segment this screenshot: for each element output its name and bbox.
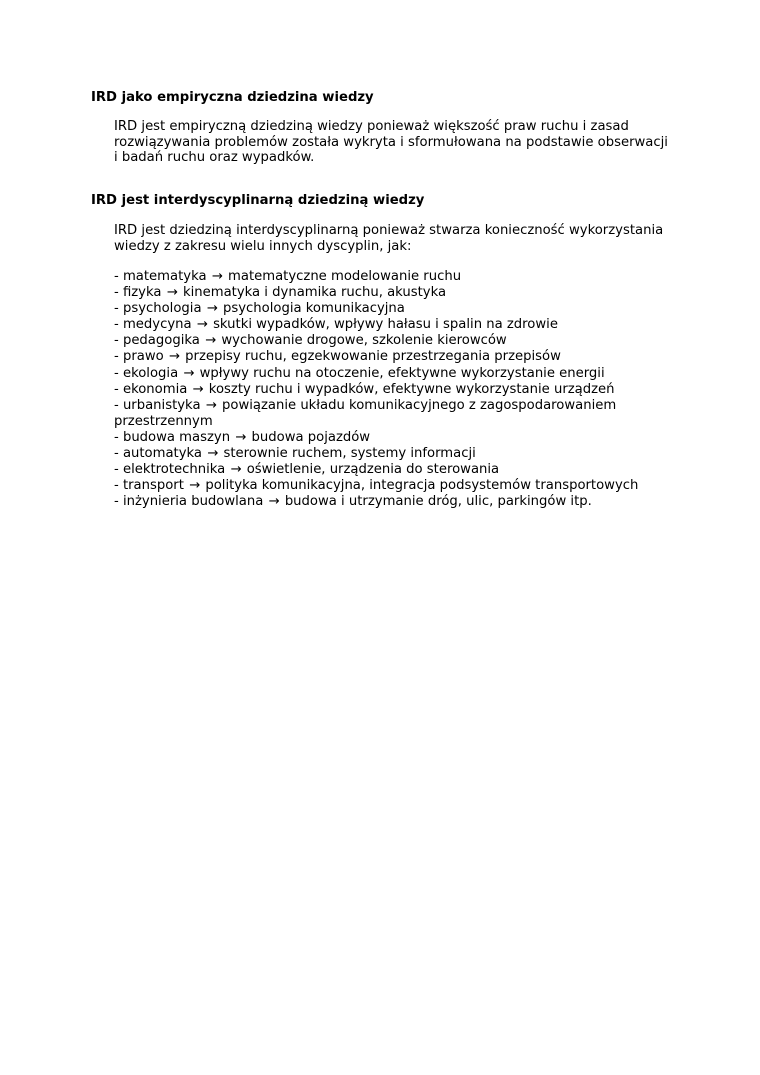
list-item [114, 462, 674, 478]
discipline-scope: budowa pojazdów [251, 429, 371, 445]
discipline-scope: wpływy ruchu na otoczenie, efektywne wykorzystanie energii [199, 365, 605, 381]
discipline-name: - psychologia [114, 301, 202, 317]
discipline-name: - automatyka [114, 446, 203, 462]
discipline-scope: budowa i utrzymanie dróg, ulic, parkingów itp. [284, 494, 592, 510]
section-paragraph-empirical: IRD jest empiryczną dziedziną wiedzy ponieważ większość praw ruchu i zasad rozwiązywania problemów została wykryta i sformułowana na podstawie obserwacji i badań ruchu oraz wypadków. [114, 119, 668, 165]
arrow-right-icon: → [211, 269, 223, 284]
discipline-scope: kinematyka i dynamika ruchu, akustyka [182, 285, 447, 301]
arrow-right-icon: → [268, 494, 280, 510]
discipline-name: - medycyna [114, 317, 192, 333]
discipline-name: - fizyka [114, 285, 162, 301]
discipline-name: - ekologia [114, 365, 179, 381]
discipline-scope: koszty ruchu i wypadków, efektywne wykorzystanie urządzeń [208, 381, 615, 397]
list-item [114, 301, 674, 317]
arrow-right-icon: → [183, 365, 195, 381]
discipline-name: - pedagogika [114, 333, 200, 349]
discipline-scope: sterownie ruchem, systemy informacji [223, 446, 476, 462]
discipline-scope: przepisy ruchu, egzekwowanie przestrzegania przepisów [185, 349, 561, 365]
list-item [114, 494, 674, 510]
arrow-right-icon: → [205, 397, 217, 413]
list-item [114, 366, 674, 382]
arrow-right-icon: → [196, 317, 208, 333]
discipline-name: - prawo [114, 349, 164, 365]
list-item [114, 382, 674, 398]
discipline-scope: oświetlenie, urządzenia do sterowania [246, 462, 500, 478]
section-heading-empirical: IRD jako empiryczna dziedzina wiedzy [91, 90, 374, 105]
discipline-name: - transport [114, 478, 184, 494]
arrow-right-icon: → [189, 478, 201, 494]
arrow-right-icon: → [168, 349, 180, 365]
arrow-right-icon: → [235, 429, 247, 445]
discipline-name: - urbanistyka [114, 397, 201, 413]
discipline-name: - ekonomia [114, 381, 188, 397]
discipline-name: - inżynieria budowlana [114, 494, 264, 510]
list-item [114, 285, 674, 301]
discipline-scope: psychologia komunikacyjna [223, 301, 405, 317]
discipline-name: - budowa maszyn [114, 429, 231, 445]
list-item [114, 349, 674, 365]
discipline-scope: skutki wypadków, wpływy hałasu i spalin na zdrowie [213, 317, 558, 333]
discipline-scope: polityka komunikacyjna, integracja podsystemów transportowych [205, 478, 639, 494]
discipline-scope: matematyczne modelowanie ruchu [228, 269, 462, 284]
discipline-scope: powiązanie układu komunikacyjnego z zagospodarowaniem przestrzennym [114, 397, 617, 429]
arrow-right-icon: → [192, 381, 204, 397]
section-heading-interdisciplinary: IRD jest interdyscyplinarną dziedziną wiedzy [91, 193, 425, 208]
list-item [114, 478, 674, 494]
list-item [114, 333, 674, 349]
arrow-right-icon: → [230, 462, 242, 478]
disciplines-list [114, 269, 674, 510]
list-item [114, 446, 674, 462]
list-item [114, 269, 674, 285]
arrow-right-icon: → [205, 333, 217, 349]
list-item [114, 398, 674, 430]
discipline-scope: wychowanie drogowe, szkolenie kierowców [221, 333, 507, 349]
discipline-name: - elektrotechnika [114, 462, 226, 478]
arrow-right-icon: → [207, 446, 219, 462]
list-item [114, 317, 674, 333]
arrow-right-icon: → [166, 285, 178, 301]
arrow-right-icon: → [206, 301, 218, 317]
section-paragraph-interdisciplinary: IRD jest dziedziną interdyscyplinarną ponieważ stwarza konieczność wykorzystania wiedzy z zakresu wielu innych dyscyplin, jak: [114, 223, 664, 254]
list-item [114, 430, 674, 446]
discipline-name: - matematyka [114, 269, 207, 284]
